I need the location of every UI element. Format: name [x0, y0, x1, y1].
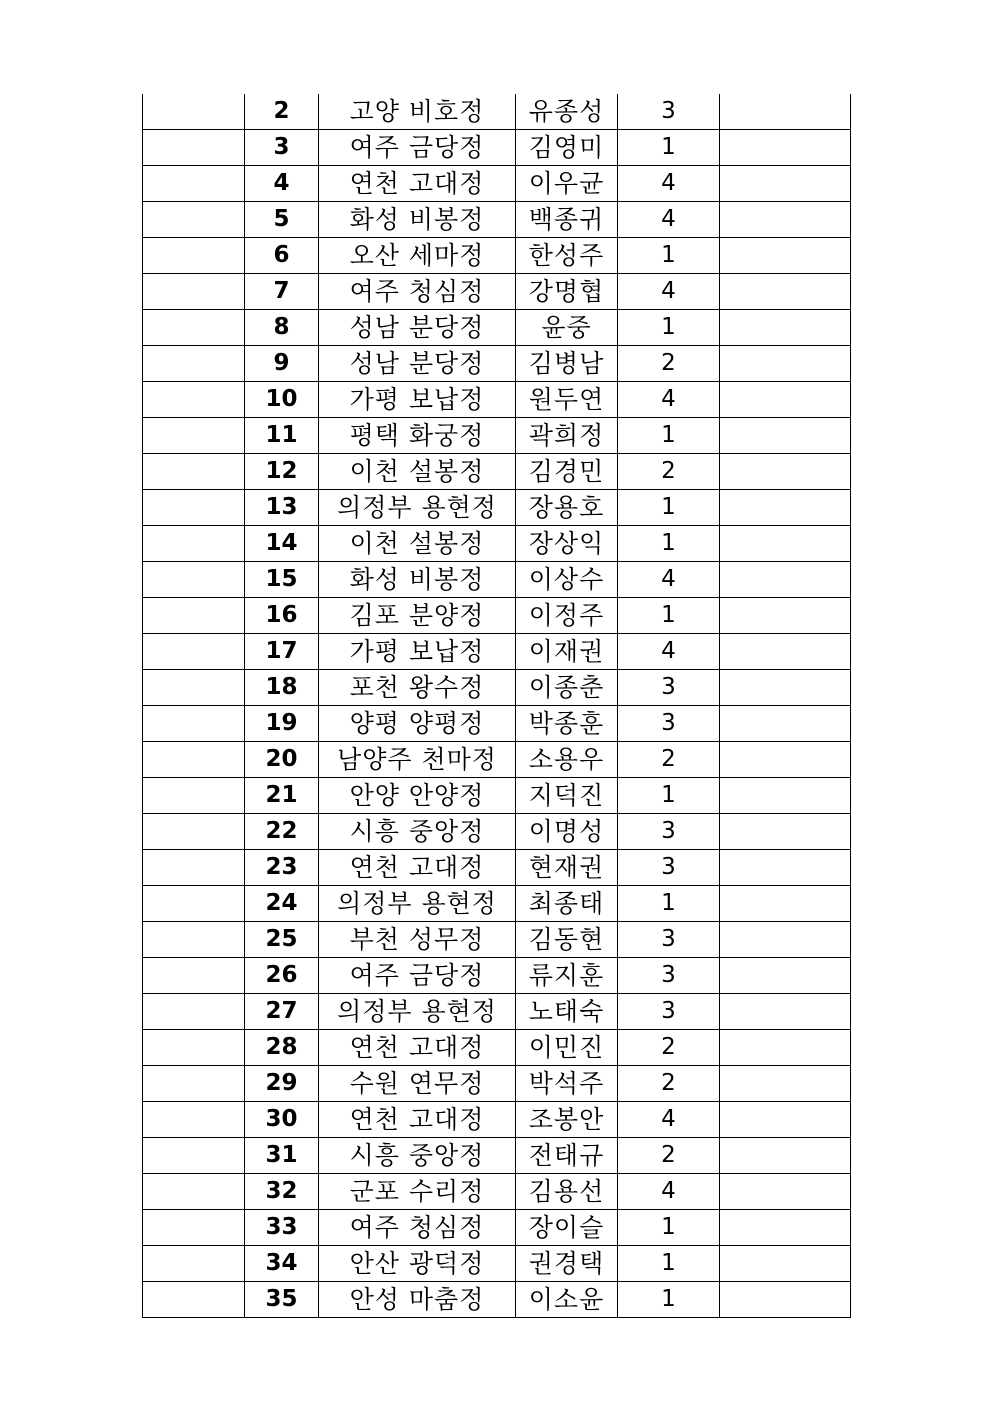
grade-value: 4 [618, 1174, 720, 1210]
grade-value: 1 [618, 526, 720, 562]
grade-value: 1 [618, 238, 720, 274]
table-row [143, 994, 851, 1030]
person-name: 이소윤 [516, 1282, 618, 1318]
grade-value: 2 [618, 346, 720, 382]
club-name: 연천 고대정 [319, 850, 516, 886]
club-name: 여주 금당정 [319, 130, 516, 166]
club-name: 군포 수리정 [319, 1174, 516, 1210]
grade-value: 1 [618, 778, 720, 814]
club-name: 의정부 용현정 [319, 490, 516, 526]
club-name: 의정부 용현정 [319, 886, 516, 922]
grade-value: 4 [618, 382, 720, 418]
grade-value: 1 [618, 418, 720, 454]
table-row [143, 814, 851, 850]
table-row [143, 1030, 851, 1066]
club-name: 가평 보납정 [319, 634, 516, 670]
grade-value: 1 [618, 886, 720, 922]
person-name: 원두연 [516, 382, 618, 418]
grade-value: 4 [618, 274, 720, 310]
person-name: 윤중 [516, 310, 618, 346]
blank-cell [143, 562, 245, 598]
blank-cell [143, 850, 245, 886]
table-row [143, 1210, 851, 1246]
person-name: 지덕진 [516, 778, 618, 814]
grade-value: 1 [618, 1210, 720, 1246]
row-number: 5 [245, 202, 319, 238]
grade-value: 2 [618, 742, 720, 778]
grade-value: 3 [618, 814, 720, 850]
blank-cell [720, 850, 851, 886]
club-name: 안성 마춤정 [319, 1282, 516, 1318]
roster-table-body [143, 94, 851, 1318]
grade-value: 3 [618, 670, 720, 706]
row-number: 21 [245, 778, 319, 814]
person-name: 김병남 [516, 346, 618, 382]
row-number: 24 [245, 886, 319, 922]
blank-cell [143, 526, 245, 562]
blank-cell [720, 130, 851, 166]
table-row [143, 130, 851, 166]
table-row [143, 1282, 851, 1318]
blank-cell [143, 598, 245, 634]
row-number: 15 [245, 562, 319, 598]
table-row [143, 562, 851, 598]
blank-cell [143, 274, 245, 310]
person-name: 곽희정 [516, 418, 618, 454]
blank-cell [143, 346, 245, 382]
blank-cell [143, 130, 245, 166]
row-number: 6 [245, 238, 319, 274]
row-number: 29 [245, 1066, 319, 1102]
blank-cell [720, 922, 851, 958]
table-row [143, 778, 851, 814]
table-row [143, 526, 851, 562]
row-number: 28 [245, 1030, 319, 1066]
blank-cell [720, 1282, 851, 1318]
table-row [143, 1066, 851, 1102]
person-name: 김동현 [516, 922, 618, 958]
blank-cell [720, 1246, 851, 1282]
blank-cell [720, 958, 851, 994]
grade-value: 1 [618, 598, 720, 634]
blank-cell [720, 310, 851, 346]
blank-cell [143, 922, 245, 958]
blank-cell [143, 778, 245, 814]
blank-cell [720, 166, 851, 202]
blank-cell [720, 814, 851, 850]
grade-value: 2 [618, 1066, 720, 1102]
blank-cell [143, 1066, 245, 1102]
person-name: 장상익 [516, 526, 618, 562]
person-name: 김용선 [516, 1174, 618, 1210]
blank-cell [720, 886, 851, 922]
club-name: 연천 고대정 [319, 166, 516, 202]
table-row [143, 1246, 851, 1282]
grade-value: 3 [618, 850, 720, 886]
blank-cell [143, 1174, 245, 1210]
blank-cell [720, 202, 851, 238]
blank-cell [720, 526, 851, 562]
club-name: 안양 안양정 [319, 778, 516, 814]
person-name: 조봉안 [516, 1102, 618, 1138]
table-row [143, 598, 851, 634]
blank-cell [720, 562, 851, 598]
blank-cell [720, 994, 851, 1030]
blank-cell [720, 634, 851, 670]
table-row [143, 490, 851, 526]
row-number: 3 [245, 130, 319, 166]
blank-cell [720, 1210, 851, 1246]
blank-cell [720, 706, 851, 742]
club-name: 양평 양평정 [319, 706, 516, 742]
person-name: 김영미 [516, 130, 618, 166]
blank-cell [143, 958, 245, 994]
table-row [143, 670, 851, 706]
club-name: 오산 세마정 [319, 238, 516, 274]
table-row [143, 742, 851, 778]
blank-cell [143, 1210, 245, 1246]
blank-cell [143, 94, 245, 130]
grade-value: 4 [618, 202, 720, 238]
person-name: 박종훈 [516, 706, 618, 742]
blank-cell [143, 490, 245, 526]
blank-cell [720, 778, 851, 814]
blank-cell [143, 1138, 245, 1174]
person-name: 장이슬 [516, 1210, 618, 1246]
blank-cell [720, 742, 851, 778]
row-number: 34 [245, 1246, 319, 1282]
grade-value: 3 [618, 994, 720, 1030]
blank-cell [143, 814, 245, 850]
row-number: 12 [245, 454, 319, 490]
blank-cell [720, 1174, 851, 1210]
person-name: 이우균 [516, 166, 618, 202]
row-number: 27 [245, 994, 319, 1030]
table-row [143, 706, 851, 742]
club-name: 성남 분당정 [319, 310, 516, 346]
person-name: 유종성 [516, 94, 618, 130]
blank-cell [143, 1282, 245, 1318]
club-name: 포천 왕수정 [319, 670, 516, 706]
table-row [143, 454, 851, 490]
grade-value: 4 [618, 1102, 720, 1138]
grade-value: 1 [618, 1282, 720, 1318]
grade-value: 1 [618, 490, 720, 526]
club-name: 평택 화궁정 [319, 418, 516, 454]
row-number: 2 [245, 94, 319, 130]
club-name: 남양주 천마정 [319, 742, 516, 778]
club-name: 여주 금당정 [319, 958, 516, 994]
row-number: 18 [245, 670, 319, 706]
row-number: 30 [245, 1102, 319, 1138]
row-number: 19 [245, 706, 319, 742]
grade-value: 1 [618, 310, 720, 346]
grade-value: 3 [618, 922, 720, 958]
grade-value: 4 [618, 166, 720, 202]
table-row [143, 850, 851, 886]
blank-cell [143, 1102, 245, 1138]
blank-cell [720, 238, 851, 274]
row-number: 17 [245, 634, 319, 670]
grade-value: 4 [618, 634, 720, 670]
row-number: 25 [245, 922, 319, 958]
blank-cell [720, 598, 851, 634]
grade-value: 3 [618, 958, 720, 994]
table-row [143, 634, 851, 670]
person-name: 박석주 [516, 1066, 618, 1102]
row-number: 13 [245, 490, 319, 526]
row-number: 11 [245, 418, 319, 454]
blank-cell [143, 670, 245, 706]
blank-cell [143, 382, 245, 418]
table-row [143, 238, 851, 274]
club-name: 여주 청심정 [319, 1210, 516, 1246]
blank-cell [143, 1246, 245, 1282]
grade-value: 2 [618, 1138, 720, 1174]
blank-cell [143, 418, 245, 454]
club-name: 화성 비봉정 [319, 202, 516, 238]
person-name: 권경택 [516, 1246, 618, 1282]
table-row [143, 274, 851, 310]
club-name: 화성 비봉정 [319, 562, 516, 598]
club-name: 연천 고대정 [319, 1030, 516, 1066]
person-name: 이재권 [516, 634, 618, 670]
row-number: 33 [245, 1210, 319, 1246]
person-name: 전태규 [516, 1138, 618, 1174]
grade-value: 1 [618, 130, 720, 166]
blank-cell [143, 238, 245, 274]
person-name: 노태숙 [516, 994, 618, 1030]
person-name: 이명성 [516, 814, 618, 850]
club-name: 고양 비호정 [319, 94, 516, 130]
club-name: 안산 광덕정 [319, 1246, 516, 1282]
table-row [143, 418, 851, 454]
blank-cell [143, 994, 245, 1030]
blank-cell [720, 1030, 851, 1066]
person-name: 백종귀 [516, 202, 618, 238]
blank-cell [720, 274, 851, 310]
blank-cell [720, 94, 851, 130]
row-number: 20 [245, 742, 319, 778]
person-name: 한성주 [516, 238, 618, 274]
person-name: 이민진 [516, 1030, 618, 1066]
club-name: 의정부 용현정 [319, 994, 516, 1030]
blank-cell [720, 1138, 851, 1174]
table-row [143, 166, 851, 202]
blank-cell [143, 202, 245, 238]
row-number: 7 [245, 274, 319, 310]
club-name: 여주 청심정 [319, 274, 516, 310]
roster-table [142, 94, 851, 1318]
blank-cell [143, 1030, 245, 1066]
row-number: 10 [245, 382, 319, 418]
blank-cell [143, 634, 245, 670]
table-row [143, 346, 851, 382]
club-name: 이천 설봉정 [319, 526, 516, 562]
club-name: 김포 분양정 [319, 598, 516, 634]
club-name: 이천 설봉정 [319, 454, 516, 490]
blank-cell [143, 706, 245, 742]
row-number: 4 [245, 166, 319, 202]
blank-cell [143, 166, 245, 202]
row-number: 26 [245, 958, 319, 994]
person-name: 장용호 [516, 490, 618, 526]
grade-value: 3 [618, 94, 720, 130]
table-row [143, 922, 851, 958]
club-name: 시흥 중앙정 [319, 814, 516, 850]
table-row [143, 382, 851, 418]
row-number: 16 [245, 598, 319, 634]
club-name: 수원 연무정 [319, 1066, 516, 1102]
blank-cell [143, 310, 245, 346]
blank-cell [720, 382, 851, 418]
club-name: 시흥 중앙정 [319, 1138, 516, 1174]
table-row [143, 958, 851, 994]
blank-cell [720, 670, 851, 706]
blank-cell [720, 418, 851, 454]
person-name: 류지훈 [516, 958, 618, 994]
blank-cell [720, 490, 851, 526]
person-name: 이정주 [516, 598, 618, 634]
grade-value: 2 [618, 454, 720, 490]
table-row [143, 310, 851, 346]
row-number: 23 [245, 850, 319, 886]
club-name: 가평 보납정 [319, 382, 516, 418]
person-name: 이종춘 [516, 670, 618, 706]
club-name: 성남 분당정 [319, 346, 516, 382]
person-name: 소용우 [516, 742, 618, 778]
row-number: 9 [245, 346, 319, 382]
grade-value: 2 [618, 1030, 720, 1066]
grade-value: 1 [618, 1246, 720, 1282]
table-row [143, 202, 851, 238]
table-row [143, 1138, 851, 1174]
blank-cell [143, 742, 245, 778]
grade-value: 4 [618, 562, 720, 598]
row-number: 32 [245, 1174, 319, 1210]
table-row [143, 1174, 851, 1210]
person-name: 이상수 [516, 562, 618, 598]
blank-cell [143, 454, 245, 490]
table-row [143, 886, 851, 922]
row-number: 31 [245, 1138, 319, 1174]
blank-cell [143, 886, 245, 922]
club-name: 부천 성무정 [319, 922, 516, 958]
row-number: 14 [245, 526, 319, 562]
row-number: 35 [245, 1282, 319, 1318]
person-name: 현재권 [516, 850, 618, 886]
blank-cell [720, 346, 851, 382]
blank-cell [720, 454, 851, 490]
grade-value: 3 [618, 706, 720, 742]
row-number: 22 [245, 814, 319, 850]
row-number: 8 [245, 310, 319, 346]
person-name: 강명협 [516, 274, 618, 310]
blank-cell [720, 1102, 851, 1138]
person-name: 최종태 [516, 886, 618, 922]
table-row [143, 94, 851, 130]
person-name: 김경민 [516, 454, 618, 490]
club-name: 연천 고대정 [319, 1102, 516, 1138]
blank-cell [720, 1066, 851, 1102]
table-row [143, 1102, 851, 1138]
